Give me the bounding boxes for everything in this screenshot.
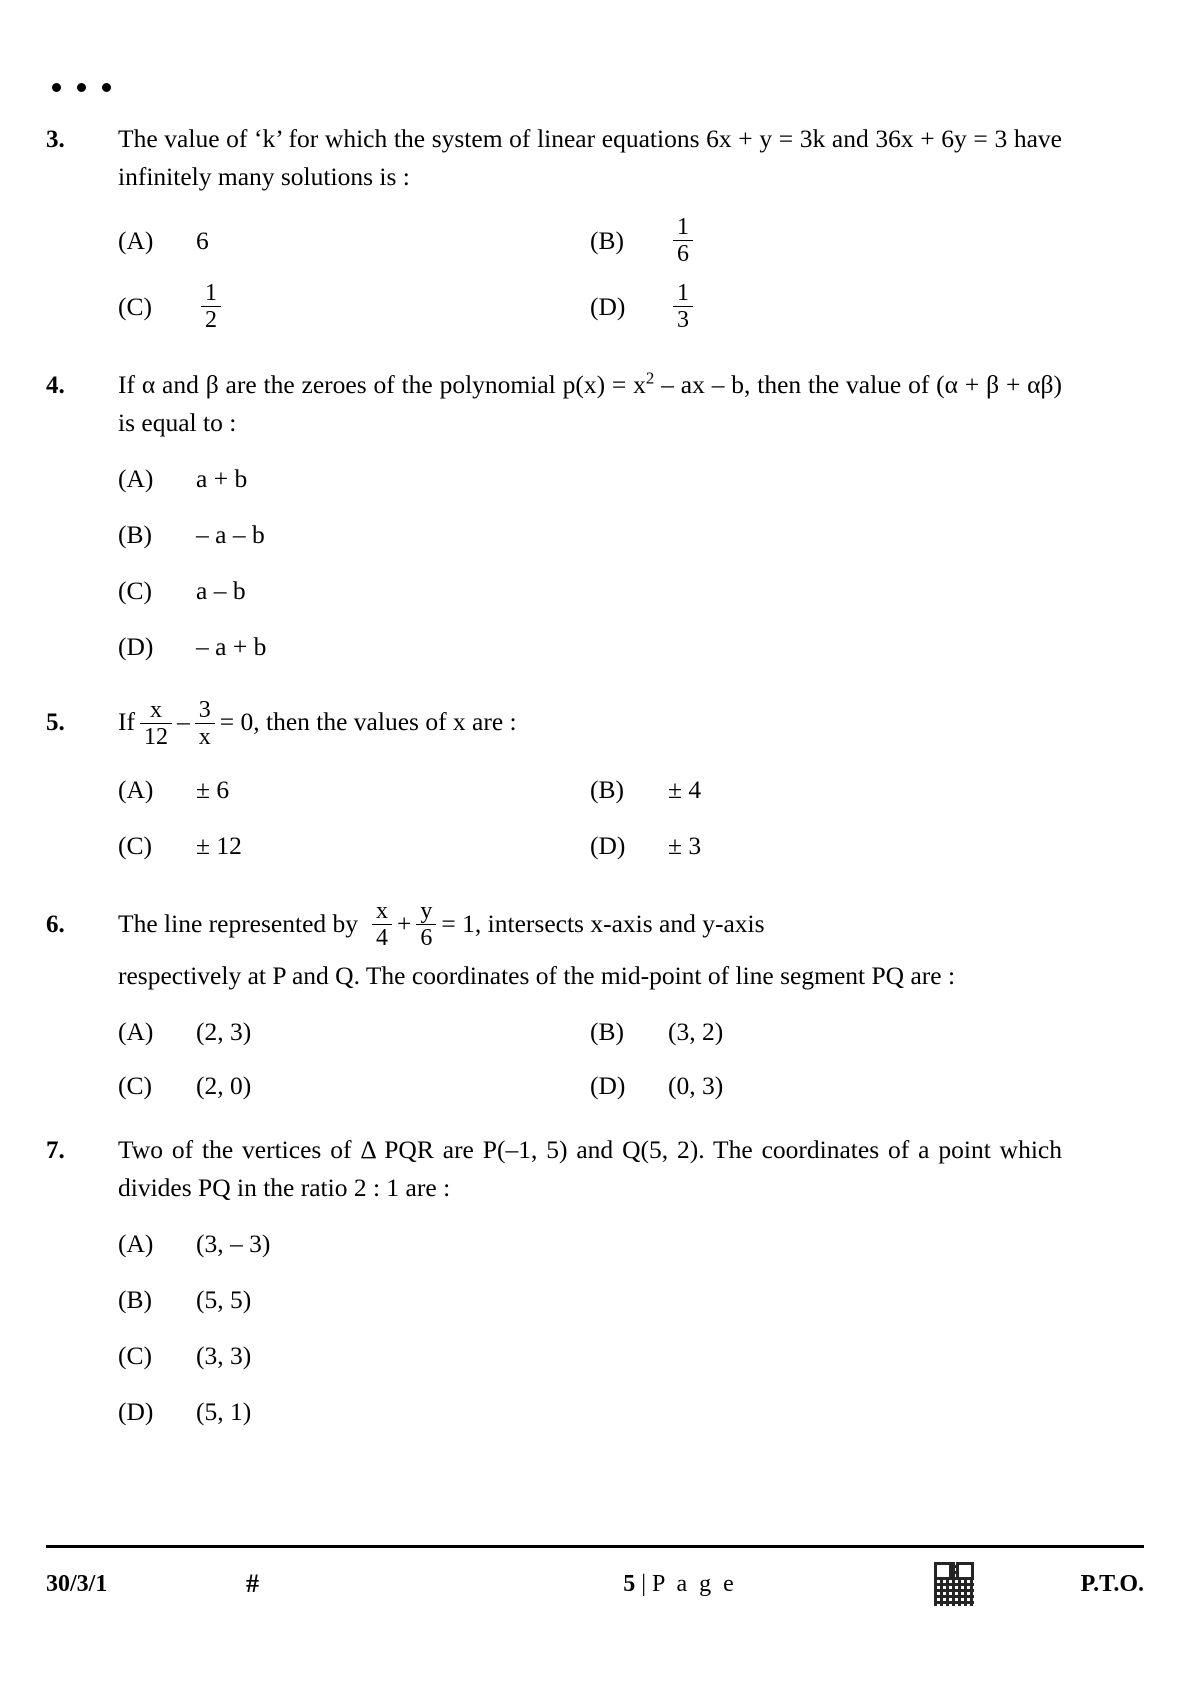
option-d[interactable] (590, 827, 1062, 865)
options-list (118, 1013, 1062, 1105)
question-text (118, 694, 1062, 751)
option-tag: (B) (590, 1016, 624, 1046)
option-tag: (B) (118, 1284, 152, 1314)
fraction-denominator: 2 (201, 306, 221, 333)
option-tag: (C) (118, 1340, 152, 1370)
fraction (673, 280, 693, 333)
fraction-denominator: 6 (416, 924, 436, 951)
page-content (46, 74, 1062, 1431)
option-a[interactable] (118, 1225, 1062, 1263)
option-value: (5, 1) (196, 1396, 252, 1426)
option-value: – a – b (196, 520, 265, 549)
options-list (118, 208, 1062, 340)
option-value: (2, 0) (196, 1070, 252, 1100)
options-row (118, 827, 1062, 865)
option-value: (3, 3) (196, 1340, 252, 1370)
option-tag: (C) (118, 830, 152, 860)
question-text: Two of the vertices of Δ PQR are P(–1, 5) and Q(5, 2). The coordinates of a point which divides PQ in the ratio 2 : 1 are : (118, 1134, 1062, 1202)
option-tag: (C) (118, 292, 152, 321)
question-text-line1 (118, 895, 1062, 953)
option-c[interactable] (118, 572, 1062, 610)
option-b[interactable] (118, 1281, 1062, 1319)
options-row (118, 274, 1062, 340)
option-value: 6 (196, 226, 209, 255)
option-tag: (A) (118, 1016, 154, 1046)
options-list (118, 771, 1062, 865)
fraction-denominator: 12 (140, 723, 172, 750)
question-body (118, 895, 1062, 1105)
option-value: ± 6 (196, 774, 230, 804)
fraction-denominator: 6 (673, 240, 693, 267)
question-text-part1: The line represented by (118, 908, 359, 938)
option-tag: (A) (118, 464, 154, 493)
section-continuation-dots (46, 74, 1062, 100)
fraction-numerator: x (376, 898, 389, 925)
option-b[interactable] (590, 208, 1062, 274)
question-number: 5. (46, 709, 65, 736)
option-d[interactable] (118, 628, 1062, 666)
fraction-numerator: 1 (677, 279, 689, 306)
options-row (118, 771, 1062, 827)
option-tag: (A) (118, 1228, 154, 1258)
option-c[interactable] (118, 274, 590, 340)
question-6 (46, 895, 1062, 1105)
option-value: (2, 3) (196, 1016, 252, 1046)
option-value: a + b (196, 464, 248, 493)
option-tag: (C) (118, 576, 152, 605)
option-tag: (B) (590, 774, 624, 804)
option-value: ± 3 (668, 830, 702, 860)
operator: + (397, 908, 412, 938)
question-7 (46, 1131, 1062, 1431)
question-number: 7. (46, 1136, 65, 1164)
page-footer (46, 1562, 1144, 1606)
page-label: P a g e (652, 1570, 737, 1597)
fraction-y-over-6 (416, 898, 436, 951)
hash-marker: # (246, 1569, 259, 1598)
option-value: (0, 3) (668, 1070, 724, 1100)
option-value (196, 281, 590, 334)
fraction-x-over-4 (372, 898, 392, 951)
qr-code-icon (934, 1562, 974, 1606)
option-tag: (B) (590, 226, 624, 255)
options-row (118, 1013, 1062, 1067)
option-tag: (C) (118, 1070, 152, 1100)
fraction (201, 280, 221, 333)
operator: – (176, 707, 190, 736)
option-value (668, 281, 1062, 334)
question-body (118, 120, 1062, 340)
footer-divider (46, 1545, 1144, 1548)
options-row (118, 1067, 1062, 1105)
question-number: 4. (46, 372, 65, 399)
option-value (668, 215, 1062, 268)
option-tag: (D) (590, 1070, 626, 1100)
fraction-denominator: 3 (673, 306, 693, 333)
question-4 (46, 366, 1062, 666)
qr-code-wrapper (894, 1562, 1014, 1606)
page-indicator (466, 1571, 894, 1598)
options-list (118, 1225, 1062, 1431)
dot-icon (52, 83, 61, 92)
question-text-part1: If (118, 707, 135, 736)
options-list (118, 460, 1062, 666)
question-body (118, 366, 1062, 666)
question-text-line2: respectively at P and Q. The coordinates of the mid-point of line segment PQ are : (118, 960, 956, 990)
pto-label: P.T.O. (1080, 1570, 1144, 1597)
exponent: 2 (645, 368, 655, 388)
option-a[interactable] (118, 1013, 590, 1051)
question-body (118, 1131, 1062, 1431)
question-5 (46, 694, 1062, 865)
page-number: 5 (623, 1570, 636, 1597)
options-row (118, 208, 1062, 274)
option-b[interactable] (590, 771, 1062, 809)
question-text-part2: = 0, then the values of x are : (219, 707, 517, 736)
fraction-denominator: x (195, 723, 215, 750)
option-tag: (A) (118, 226, 154, 255)
option-value: (3, 2) (668, 1016, 724, 1046)
option-value: a – b (196, 576, 246, 605)
option-value: ± 4 (668, 774, 702, 804)
option-c[interactable] (118, 1337, 1062, 1375)
option-tag: (B) (118, 520, 152, 549)
question-text: The value of ‘k’ for which the system of linear equations 6x + y = 3k and 36x + 6y = 3 have infinitely many solutions is : (118, 124, 1062, 191)
option-value: (5, 5) (196, 1284, 252, 1314)
question-3 (46, 120, 1062, 340)
option-value: (3, – 3) (196, 1228, 271, 1258)
option-b[interactable] (118, 516, 1062, 554)
fraction-x-over-12 (140, 697, 172, 750)
question-text-part2: = 1, intersects x-axis and y-axis (441, 908, 765, 938)
fraction-denominator: 4 (372, 924, 392, 951)
fraction-numerator: y (420, 898, 433, 925)
option-a[interactable] (118, 771, 590, 809)
question-number: 3. (46, 126, 65, 153)
question-number: 6. (46, 910, 65, 938)
fraction-3-over-x (195, 697, 215, 750)
question-body (118, 694, 1062, 865)
option-tag: (D) (590, 830, 626, 860)
fraction-numerator: 1 (205, 279, 217, 306)
option-value: ± 12 (196, 830, 242, 860)
question-text-part1: If α and β are the zeroes of the polynomial p(x) = x (118, 370, 646, 399)
fraction-numerator: 1 (677, 213, 689, 240)
question-text-part2: – ax – b, then the value of (α + β + αβ) is equal to : (118, 370, 1062, 437)
question-text (118, 366, 1062, 442)
page-separator: | (641, 1570, 647, 1597)
option-value: – a + b (196, 632, 267, 661)
dot-icon (77, 83, 86, 92)
fraction-numerator: x (149, 696, 162, 723)
option-c[interactable] (118, 1067, 590, 1105)
option-tag: (D) (118, 1396, 154, 1426)
option-a[interactable] (118, 208, 590, 274)
option-tag: (D) (118, 632, 154, 661)
fraction (673, 214, 693, 267)
option-c[interactable] (118, 827, 590, 865)
option-a[interactable] (118, 460, 1062, 498)
option-d[interactable] (590, 1067, 1062, 1105)
fraction-numerator: 3 (198, 696, 211, 723)
paper-code: 30/3/1 (46, 1570, 108, 1597)
option-b[interactable] (590, 1013, 1062, 1051)
option-d[interactable] (590, 274, 1062, 340)
dot-icon (102, 83, 111, 92)
option-tag: (D) (590, 292, 626, 321)
option-d[interactable] (118, 1393, 1062, 1431)
option-tag: (A) (118, 774, 154, 804)
